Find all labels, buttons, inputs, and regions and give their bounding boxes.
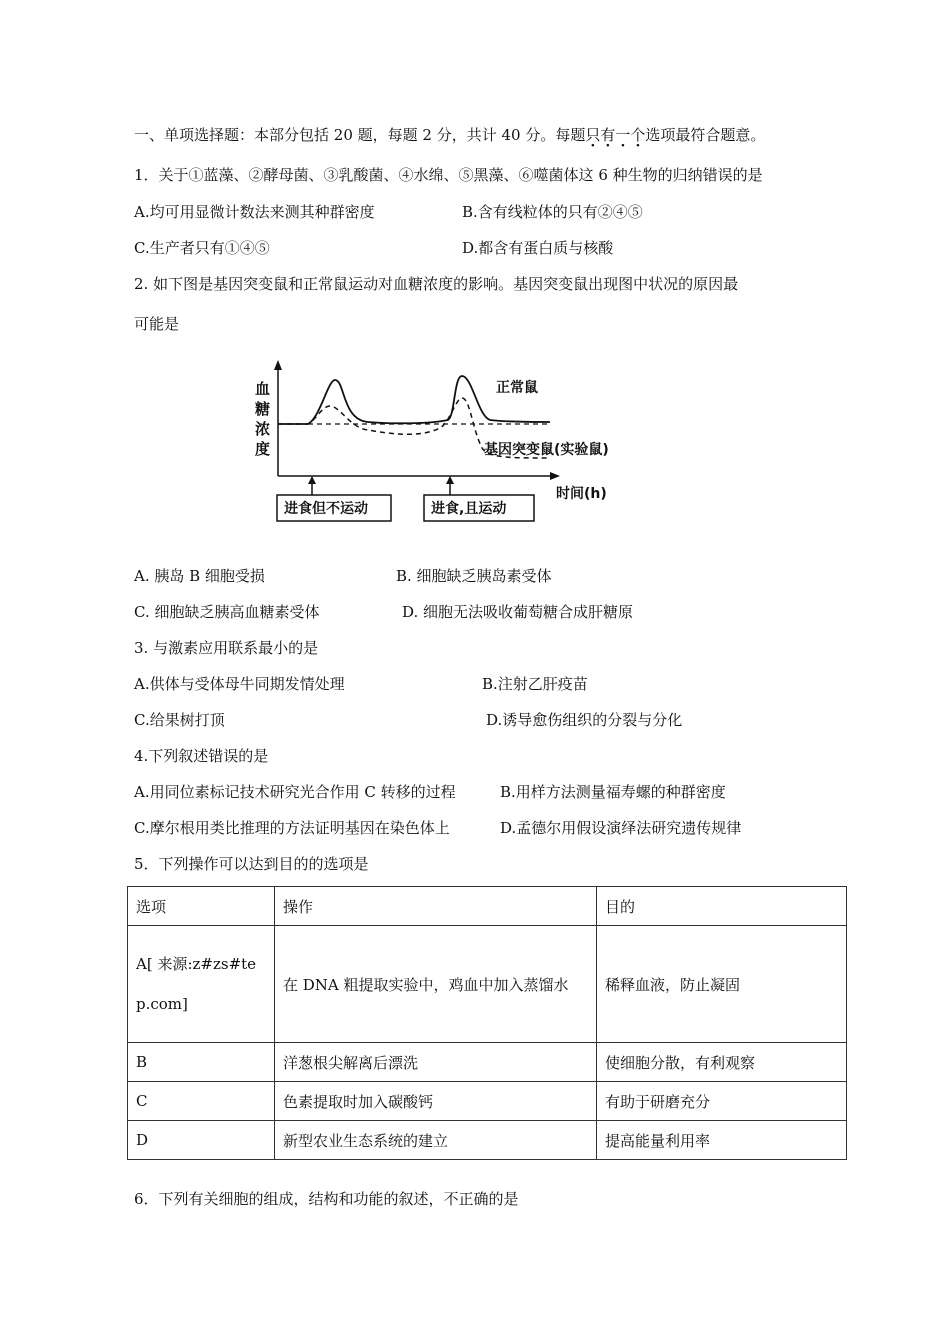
q3-option-d: D.诱导愈伤组织的分裂与分化 [486,711,683,729]
dotted-char: 一 [615,126,631,144]
y-axis-label-char: 度 [255,440,271,458]
table-cell-option: B [128,1043,275,1082]
table-header-row [128,887,847,926]
box-eat-and-exercise-label: 进食,且运动 [431,501,507,517]
q4-option-b: B.用样方法测量福寿螺的种群密度 [500,783,726,801]
y-axis-arrow [274,360,282,370]
table-cell-goal: 使细胞分散，有利观察 [597,1043,847,1082]
q3-option-c: C.给果树打顶 [134,711,225,729]
q4-option-d: D.孟德尔用假设演绎法研究遗传规律 [500,819,742,837]
q1-stem: 1．关于①蓝藻、②酵母菌、③乳酸菌、④水绵、⑤黑藻、⑥噬菌体这 6 种生物的归纳错误的是 [134,166,763,184]
y-axis-label-char: 糖 [255,400,271,418]
blood-glucose-figure [250,358,660,528]
q2-stem-line2: 可能是 [134,315,180,333]
y-axis-label-char: 血 [255,380,271,398]
table-row [128,1043,847,1082]
table-cell-goal: 提高能量利用率 [597,1121,847,1160]
q1-option-d: D.都含有蛋白质与核酸 [462,239,614,257]
label-normal-mouse: 正常鼠 [496,380,538,396]
q4-stem: 4.下列叙述错误的是 [134,747,269,765]
table-cell-goal: 稀释血液，防止凝固 [597,926,847,1043]
table-cell-option: C [128,1082,275,1121]
table-cell-option: A[ 来源:z#zs#tep.com] [128,926,275,1043]
q1-option-c: C.生产者只有①④⑤ [134,239,270,257]
q6-stem: 6．下列有关细胞的组成，结构和功能的叙述，不正确的是 [134,1190,519,1208]
x-axis-arrow [550,472,560,480]
x-axis-label: 时间(h) [556,486,607,502]
q5-table [127,886,847,1160]
table-cell-operation: 新型农业生态系统的建立 [275,1121,597,1160]
table-row [128,926,847,1043]
section-header: 一、单项选择题：本部分包括 20 题，每题 2 分，共计 40 分。每题只有一个选项最符合题意。 [134,126,766,144]
q1-option-a: A.均可用显微计数法来测其种群密度 [134,203,375,221]
table-cell-goal: 有助于研磨充分 [597,1082,847,1121]
table-cell-option: D [128,1121,275,1160]
q4-option-c: C.摩尔根用类比推理的方法证明基因在染色体上 [134,819,450,837]
q3-option-a: A.供体与受体母牛同期发情处理 [134,675,345,693]
y-axis-label-char: 浓 [255,420,271,438]
q5-stem: 5．下列操作可以达到目的的选项是 [134,855,369,873]
q2-option-a: A. 胰岛 B 细胞受损 [134,567,265,585]
table-header-cell: 操作 [275,887,597,926]
q2-stem-line1: 2. 如下图是基因突变鼠和正常鼠运动对血糖浓度的影响。基因突变鼠出现图中状况的原因最 [134,275,739,293]
box-eat-no-exercise-label: 进食但不运动 [284,501,368,517]
table-cell-operation: 洋葱根尖解离后漂洗 [275,1043,597,1082]
table-row [128,1082,847,1121]
q1-option-b: B.含有线粒体的只有②④⑤ [462,203,643,221]
dotted-char: 个 [630,126,646,144]
q4-option-a: A.用同位素标记技术研究光合作用 C 转移的过程 [134,783,456,801]
dotted-char: 只 [585,126,601,144]
dotted-char: 有 [600,126,616,144]
q3-option-b: B.注射乙肝疫苗 [482,675,588,693]
q2-option-c: C. 细胞缺乏胰高血糖素受体 [134,603,320,621]
table-header-cell: 选项 [128,887,275,926]
label-mutant-mouse: 基因突变鼠(实验鼠) [484,442,609,458]
table-cell-operation: 在 DNA 粗提取实验中，鸡血中加入蒸馏水 [275,926,597,1043]
table-row [128,1121,847,1160]
q2-option-b: B. 细胞缺乏胰岛素受体 [396,567,552,585]
q3-stem: 3. 与激素应用联系最小的是 [134,639,319,657]
q2-option-d: D. 细胞无法吸收葡萄糖合成肝糖原 [402,603,634,621]
table-cell-operation: 色素提取时加入碳酸钙 [275,1082,597,1121]
table-header-cell: 目的 [597,887,847,926]
